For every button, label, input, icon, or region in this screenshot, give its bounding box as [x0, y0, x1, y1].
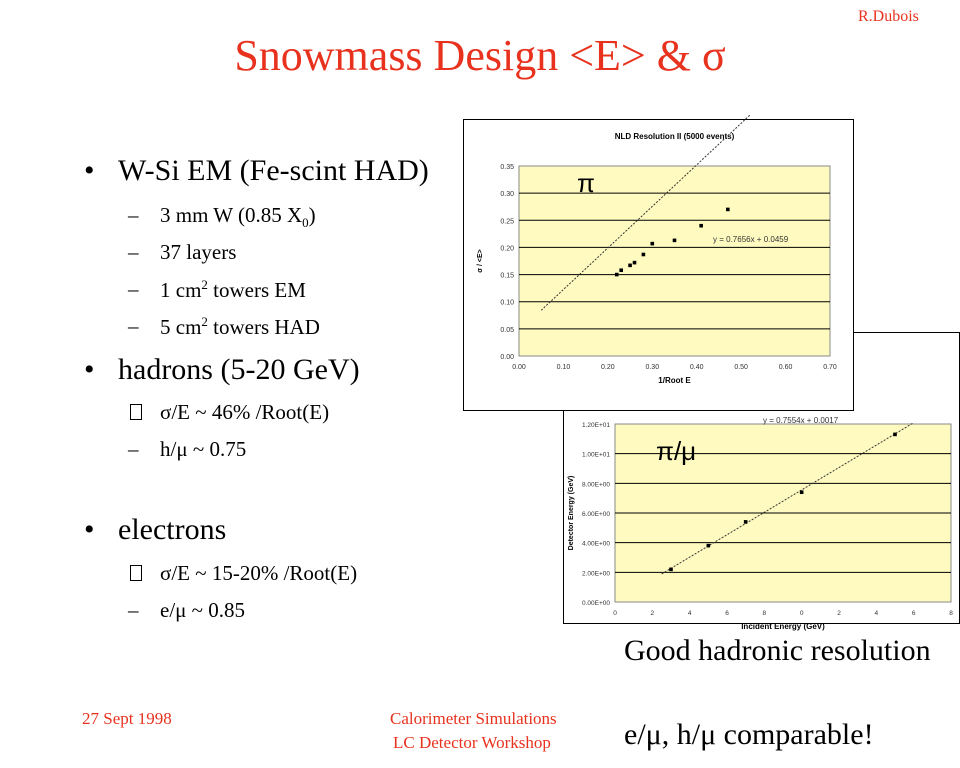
data-point	[699, 224, 703, 228]
x-tick-label: 0.70	[823, 364, 837, 371]
x-tick-label: 0.40	[689, 364, 704, 371]
data-point	[615, 273, 619, 277]
data-point	[669, 568, 673, 572]
sub-bullet-item	[128, 277, 306, 303]
y-axis-label: σ / <E>	[477, 249, 484, 273]
x-axis-label: 1/Root E	[658, 376, 691, 385]
sub-bullet-text: σ/E ~ 15-20% /Root(E)	[160, 561, 358, 585]
footer-date: 27 Sept 1998	[82, 709, 172, 728]
y-tick-label: 2.00E+00	[581, 570, 610, 578]
author-label: R.Dubois	[858, 8, 919, 25]
fit-equation-label: y = 0.7554x + 0.0017	[763, 416, 839, 425]
sub-bullet-item	[128, 598, 246, 623]
sub-bullet-text: σ/E ~ 46% /Root(E)	[160, 400, 330, 424]
resolution-chart	[463, 119, 854, 411]
fit-equation-label: y = 0.7656x + 0.0459	[713, 235, 789, 244]
y-tick-label: 0.00E+00	[581, 600, 610, 607]
y-axis-label: Detector Energy (GeV)	[568, 475, 575, 551]
sub-bullet-text: 37 layers	[160, 240, 237, 264]
dash-marker: –	[128, 203, 139, 227]
plot-area	[519, 166, 830, 356]
bullet-item	[84, 513, 227, 547]
y-tick-label: 0.30	[500, 191, 514, 199]
x-tick-label: 8	[762, 610, 767, 617]
data-point	[633, 261, 637, 265]
y-tick-label: 1.20E+01	[581, 422, 610, 429]
bullet-item	[84, 154, 429, 188]
dash-marker: –	[128, 314, 139, 338]
sub-bullet-text: e/μ ~ 0.85	[160, 598, 246, 622]
chart-annotation: π/μ	[656, 436, 697, 466]
x-tick-label: 0.50	[734, 364, 748, 371]
x-tick-label: 0.20	[601, 364, 615, 371]
data-point	[650, 242, 654, 246]
chart-title: NLD Resolution II (5000 events)	[614, 132, 735, 141]
sub-bullet-item	[128, 240, 237, 265]
y-tick-label: 0.00	[500, 354, 514, 361]
caption-good-resolution: Good hadronic resolution	[624, 634, 931, 667]
y-tick-label: 0.35	[500, 164, 514, 171]
dash-marker: –	[128, 437, 139, 461]
data-point	[642, 253, 646, 257]
dash-marker: –	[128, 240, 139, 264]
box-marker-icon	[130, 404, 142, 420]
sub-bullet-text: 1 $cm^2$ towers EM	[160, 277, 306, 302]
data-point	[726, 208, 730, 212]
bullet-dot: •	[84, 353, 95, 386]
sub-bullet-item	[128, 203, 316, 231]
x-tick-label: 4	[687, 610, 692, 617]
sub-bullet-item	[160, 561, 357, 586]
x-axis-label: Incident Energy (GeV)	[741, 622, 825, 631]
caption-comparable: e/μ, h/μ comparable!	[624, 718, 874, 751]
dash-marker: –	[128, 277, 139, 301]
x-tick-label: 2	[837, 610, 841, 617]
x-tick-label: 0.60	[778, 364, 793, 371]
y-tick-label: 0.25	[500, 218, 514, 226]
y-tick-label: 6.00E+00	[581, 511, 610, 518]
data-point	[893, 433, 897, 437]
y-tick-label: 4.00E+00	[581, 540, 610, 548]
dash-marker: –	[128, 598, 139, 622]
sub-bullet-item	[128, 314, 320, 340]
footer-event-line1: Calorimeter Simulations	[390, 709, 557, 728]
data-point	[628, 264, 632, 268]
x-tick-label: 0.30	[645, 364, 660, 371]
x-tick-label: 0.10	[556, 364, 571, 371]
x-tick-label: 0	[613, 610, 617, 617]
y-tick-label: 0.10	[500, 299, 514, 307]
x-tick-label: 8	[949, 610, 953, 617]
data-point	[707, 544, 711, 548]
data-point	[800, 490, 804, 494]
x-tick-label: 4	[874, 610, 879, 617]
bullet-dot: •	[84, 513, 95, 546]
sub-bullet-text: h/μ ~ 0.75	[160, 437, 247, 461]
x-tick-label: 2	[650, 610, 655, 617]
y-tick-label: 0.05	[500, 326, 514, 334]
bullet-dot: •	[84, 154, 95, 187]
y-tick-label: 8.00E+00	[581, 481, 610, 489]
y-tick-label: 0.20	[500, 245, 514, 253]
bullet-text: electrons	[118, 513, 227, 546]
y-tick-label: 1.00E+01	[581, 451, 610, 459]
sub-bullet-text: 3 mm W (0.85 $X_0$)	[160, 203, 316, 231]
box-marker-icon	[130, 565, 142, 581]
data-point	[673, 239, 677, 243]
data-point	[619, 268, 623, 272]
y-tick-label: 0.15	[500, 272, 514, 280]
x-tick-label: 0.00	[512, 364, 526, 371]
bullet-text: W-Si EM (Fe-scint HAD)	[118, 154, 429, 187]
data-point	[744, 520, 748, 524]
sub-bullet-item	[160, 400, 329, 425]
x-tick-label: 0	[799, 610, 804, 617]
x-tick-label: 6	[911, 610, 916, 617]
bullet-item	[84, 353, 360, 387]
x-tick-label: 6	[725, 610, 729, 617]
chart-annotation: π	[577, 168, 595, 198]
footer-event-line2: LC Detector Workshop	[393, 733, 551, 752]
slide-title: Snowmass Design <E> & σ	[234, 31, 726, 80]
sub-bullet-text: 5 $cm^2$ towers HAD	[160, 314, 320, 339]
bullet-text: hadrons (5-20 GeV)	[118, 353, 360, 386]
sub-bullet-item	[128, 437, 247, 462]
